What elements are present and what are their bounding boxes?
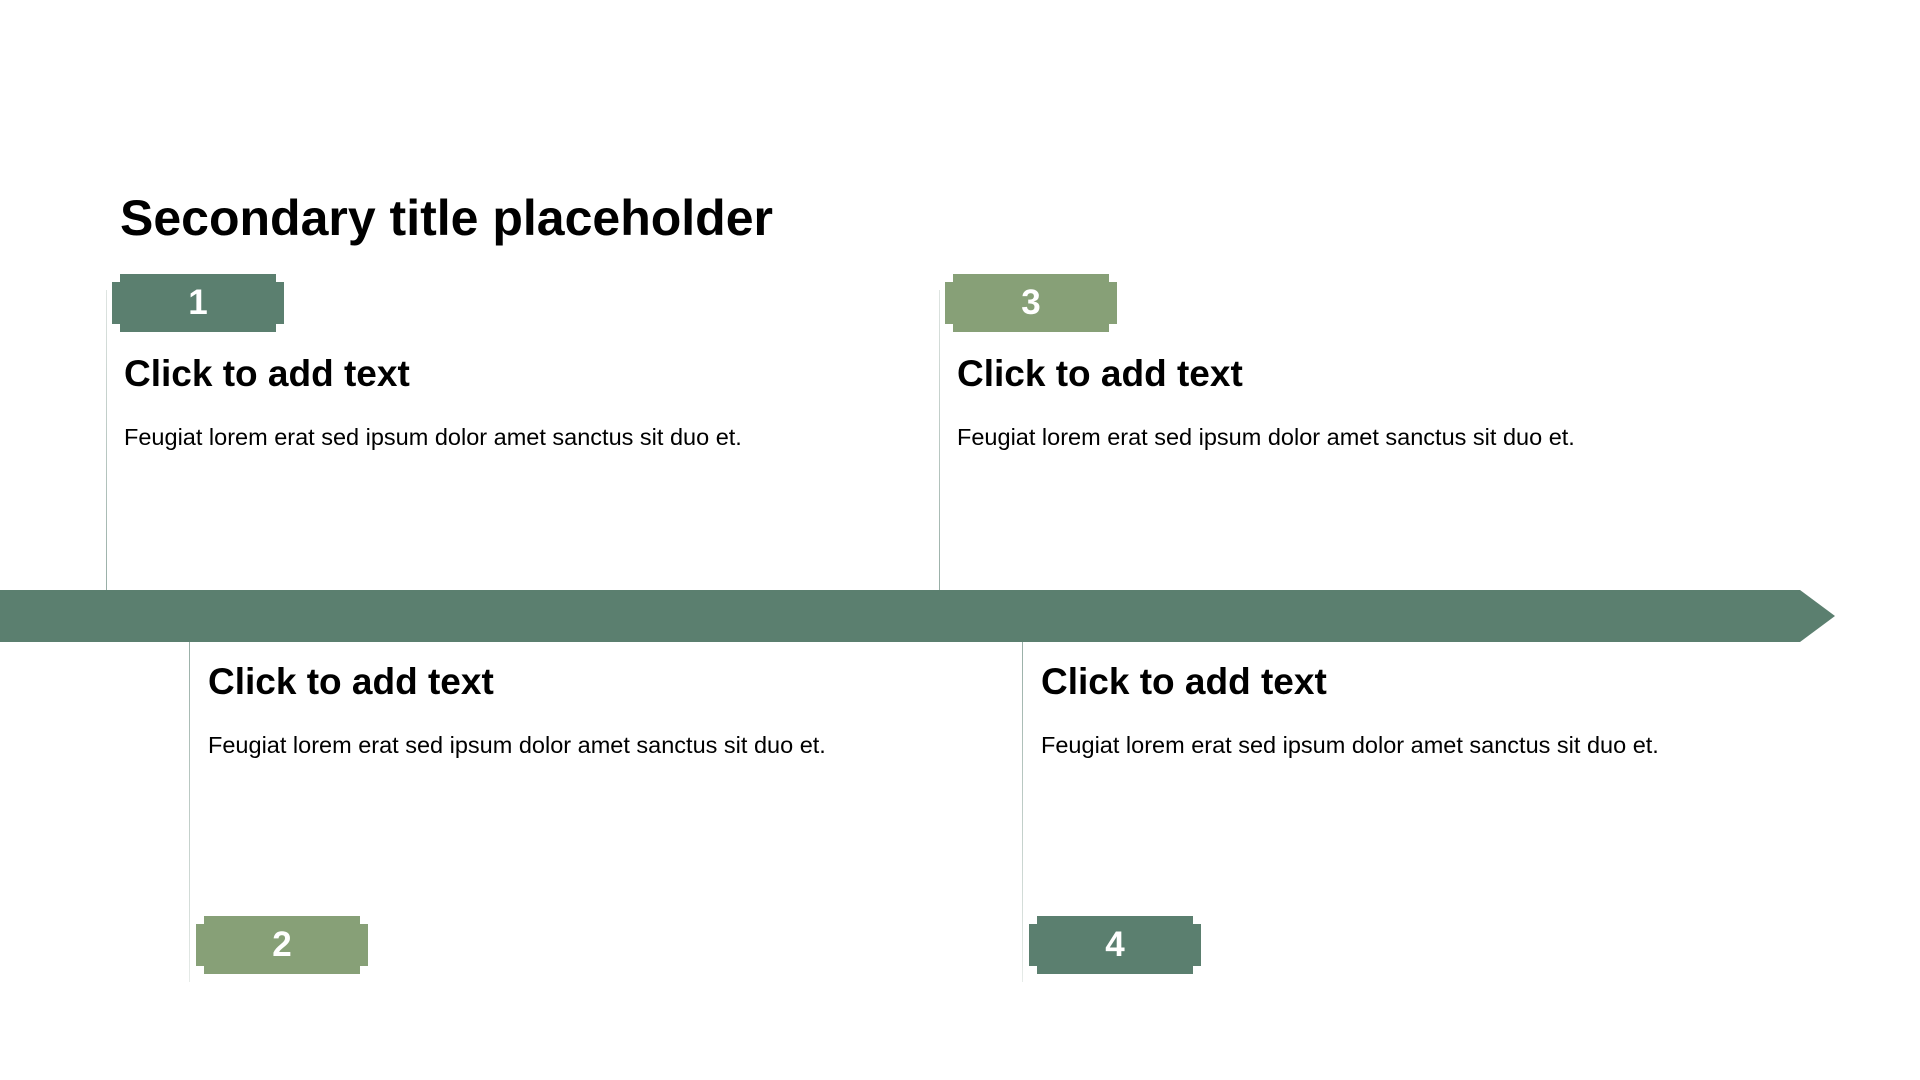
number-badge-2[interactable] (196, 916, 368, 974)
number-badge-1[interactable] (112, 274, 284, 332)
badge-number-2: 2 (272, 925, 292, 964)
badge-number-3: 3 (1021, 283, 1041, 322)
guide-line-3 (939, 290, 940, 590)
timeline-arrow (0, 590, 1835, 642)
item-body-1[interactable]: Feugiat lorem erat sed ipsum dolor amet sanctus sit duo et. (124, 424, 742, 450)
badge-number-1: 1 (188, 283, 208, 322)
item-body-2[interactable]: Feugiat lorem erat sed ipsum dolor amet sanctus sit duo et. (208, 732, 826, 758)
guide-line-2 (189, 642, 190, 982)
number-badge-4[interactable] (1029, 916, 1201, 974)
item-body-4[interactable]: Feugiat lorem erat sed ipsum dolor amet sanctus sit duo et. (1041, 732, 1659, 758)
badge-number-4: 4 (1105, 925, 1125, 964)
item-heading-1[interactable]: Click to add text (124, 353, 410, 394)
number-badge-3[interactable] (945, 274, 1117, 332)
item-heading-2[interactable]: Click to add text (208, 661, 494, 702)
item-heading-3[interactable]: Click to add text (957, 353, 1243, 394)
guide-line-4 (1022, 642, 1023, 982)
item-body-3[interactable]: Feugiat lorem erat sed ipsum dolor amet sanctus sit duo et. (957, 424, 1575, 450)
guide-line-1 (106, 290, 107, 590)
item-heading-4[interactable]: Click to add text (1041, 661, 1327, 702)
slide-title[interactable]: Secondary title placeholder (120, 190, 773, 246)
